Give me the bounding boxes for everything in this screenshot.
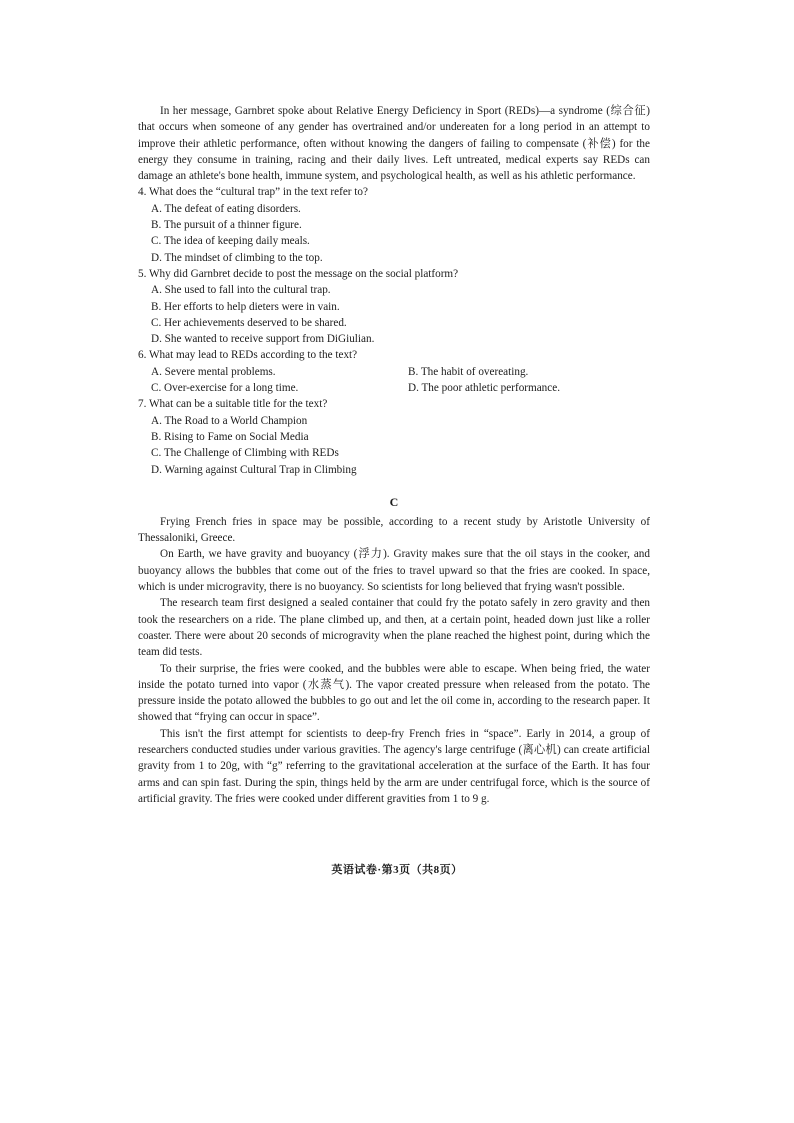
question-5 bbox=[138, 266, 650, 347]
option-a: A. Severe mental problems. bbox=[151, 365, 276, 378]
options-two-column bbox=[138, 364, 650, 397]
question-4 bbox=[138, 184, 650, 265]
option-b: B. The pursuit of a thinner figure. bbox=[151, 219, 302, 232]
option-d: D. The mindset of climbing to the top. bbox=[151, 251, 323, 264]
option-a: A. The defeat of eating disorders. bbox=[151, 202, 301, 215]
option-a: A. She used to fall into the cultural trap. bbox=[151, 284, 331, 297]
option-a: A. The Road to a World Champion bbox=[151, 414, 308, 427]
option-b: B. Rising to Fame on Social Media bbox=[151, 430, 309, 443]
option-d: D. Warning against Cultural Trap in Climbing bbox=[151, 463, 357, 476]
question-stem: 4. What does the “cultural trap” in the text refer to? bbox=[138, 186, 368, 199]
option-c: C. The idea of keeping daily meals. bbox=[151, 235, 310, 248]
option-d: D. She wanted to receive support from DiGiulian. bbox=[151, 333, 375, 346]
section-c-paragraph-2: On Earth, we have gravity and buoyancy (浮力). Gravity makes sure that the oil stays in the cooker, and buoyancy allows the bubbles that come out of the fries to travel upward so that the fries are cooked. In space, which is under microgravity, there is no buoyancy. So scientists for long believed that frying wasn't possible. bbox=[138, 548, 650, 594]
question-7 bbox=[138, 396, 650, 477]
question-6 bbox=[138, 347, 650, 396]
section-c-paragraph-4: To their surprise, the fries were cooked, and the bubbles were able to escape. When being fried, the water inside the potato turned into vapor (水蒸气). The vapor created pressure when released from the potato. The pressure inside the potato allowed the bubbles to go out and let the oil come in, according to the research paper. It showed that “frying can occur in space”. bbox=[138, 662, 650, 724]
question-stem: 6. What may lead to REDs according to the text? bbox=[138, 349, 358, 362]
passage-b-final-paragraph: In her message, Garnbret spoke about Relative Energy Deficiency in Sport (REDs)—a syndrome (综合征) that occurs when someone of any gender has overtrained and/or undereaten for a long period in an attempt to improve their athletic performance, often without knowing the dangers of failing to compensate (补偿) for the energy they consume in training, racing and their daily lives. Left untreated, medical experts say REDs can damage an athlete's bone health, immune system, and psychological health, as well as his athletic performance. bbox=[138, 105, 650, 183]
option-c: C. Over-exercise for a long time. bbox=[151, 382, 299, 395]
question-stem: 5. Why did Garnbret decide to post the message on the social platform? bbox=[138, 267, 459, 280]
option-d: D. The poor athletic performance. bbox=[408, 382, 561, 395]
section-c-title: C bbox=[389, 494, 399, 509]
page-content bbox=[138, 103, 650, 807]
option-b: B. The habit of overeating. bbox=[408, 365, 529, 378]
page-footer: 英语试卷·第3页（共8页） bbox=[331, 864, 463, 876]
option-b: B. Her efforts to help dieters were in vain. bbox=[151, 300, 340, 313]
section-c-paragraph-5: This isn't the first attempt for scientists to deep-fry French fries in “space”. Early in 2014, a group of researchers conducted studies under various gravities. The agency's large centrifuge (离心机) can create artificial gravity from 1 to 20g, with “g” referring to the gravitational acceleration at the surface of the Earth. It has four arms and can spin fast. During the spin, things held by the arm are under centrifugal force, which is the source of artificial gravity. The fries were cooked under different gravities from 1 to 9 g. bbox=[138, 727, 650, 805]
section-c-paragraph-1: Frying French fries in space may be possible, according to a recent study by Aristotle University of Thessaloniki, Greece. bbox=[138, 515, 650, 545]
option-c: C. The Challenge of Climbing with REDs bbox=[151, 447, 339, 460]
section-c-paragraph-3: The research team first designed a sealed container that could fry the potato safely in zero gravity and then took the researchers on a ride. The plane climbed up, and then, at a certain point, headed down just like a roller coaster. There were about 20 seconds of microgravity when the plane reached the highest point, during which the team did tests. bbox=[138, 597, 650, 659]
question-stem: 7. What can be a suitable title for the text? bbox=[138, 398, 328, 411]
option-c: C. Her achievements deserved to be shared. bbox=[151, 316, 347, 329]
